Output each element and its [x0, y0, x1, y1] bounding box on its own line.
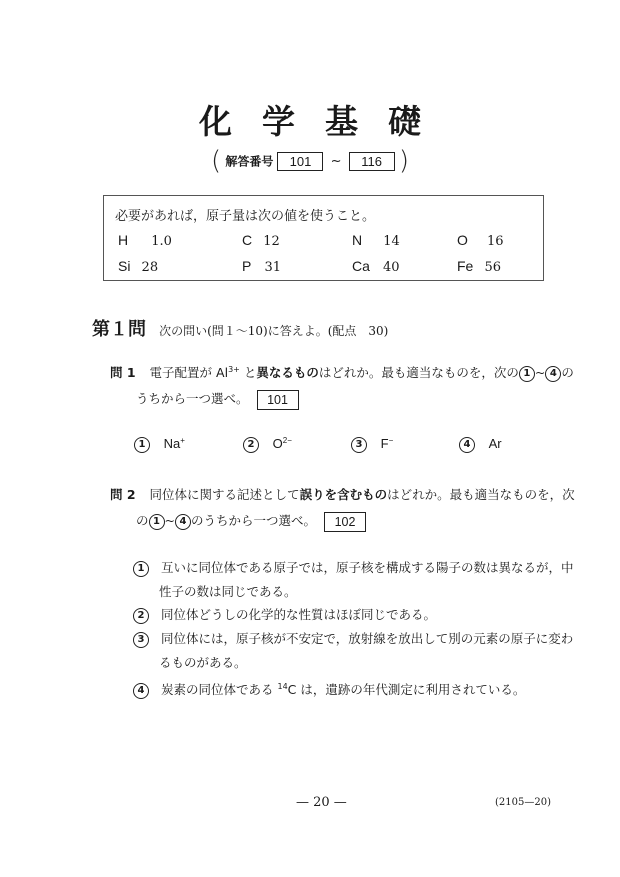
- choice-base: F: [380, 436, 389, 452]
- circled-3-icon: 3: [351, 437, 367, 453]
- question-2: [110, 482, 575, 534]
- element-symbol: H: [118, 232, 129, 248]
- choice-base: O: [272, 436, 283, 452]
- q1-ion: Al: [216, 365, 229, 381]
- statement-text: 炭素の同位体である: [161, 682, 278, 698]
- isotope-mass-number: 14: [277, 682, 288, 691]
- statement-text: 同位体どうしの化学的な性質はほぼ同じである。: [161, 607, 437, 622]
- element-symbol: N: [352, 232, 363, 248]
- q2-line2-a: の: [136, 513, 149, 528]
- element-mass: 56: [484, 260, 501, 275]
- q2-line2-b: のうちから一つ選べ。: [191, 513, 317, 528]
- statement-text: 互いに同位体である原子では，原子核を構成する陽子の数は異なるが，中: [161, 560, 574, 575]
- question-2-label: 問 2: [110, 487, 136, 502]
- q2-statement-4[interactable]: [133, 675, 553, 702]
- page-code: (2105—20): [495, 797, 551, 808]
- choice-charge: −: [388, 436, 394, 445]
- mass-ca: [352, 256, 400, 275]
- q1-text-d: の: [561, 365, 574, 381]
- q2-answer-box[interactable]: 102: [324, 512, 366, 532]
- circled-1-icon: 1: [133, 561, 149, 577]
- q1-line2: うちから一つ選べ。: [136, 391, 249, 407]
- open-paren: (: [211, 146, 222, 176]
- element-mass: 31: [264, 260, 281, 275]
- element-symbol: Si: [118, 258, 131, 274]
- choice-charge: +: [180, 436, 185, 445]
- mass-si: [118, 256, 158, 275]
- answer-range: [0, 146, 620, 176]
- q2-text-b: はどれか。最も適当なものを，次: [387, 487, 575, 502]
- page-title: 化学基礎: [199, 102, 451, 141]
- circled-1-icon: 1: [519, 366, 535, 382]
- mass-p: [242, 256, 281, 275]
- q2-tilde: ~: [164, 513, 175, 528]
- statement-text-cont: るものがある。: [159, 655, 247, 670]
- q1-tilde: ~: [534, 365, 546, 381]
- q2-statement-3[interactable]: [133, 627, 574, 675]
- q2-statement-2[interactable]: [133, 603, 553, 627]
- q1-choice-2[interactable]: [243, 436, 292, 453]
- answer-range-separator: ~: [330, 153, 342, 169]
- circled-1-icon: 1: [134, 437, 150, 453]
- answer-range-end: 116: [349, 152, 395, 171]
- choice-base: Ar: [488, 436, 502, 451]
- choice-charge: 2−: [282, 436, 292, 445]
- q1-text-a: 電子配置が: [149, 365, 217, 381]
- circled-3-icon: 3: [133, 632, 149, 648]
- close-paren: ): [398, 146, 409, 176]
- circled-2-icon: 2: [243, 437, 259, 453]
- element-symbol: Ca: [352, 258, 370, 274]
- circled-1-icon: 1: [149, 514, 165, 530]
- q1-choice-1[interactable]: [134, 436, 185, 453]
- q1-choice-4[interactable]: [459, 436, 502, 453]
- element-mass: 16: [486, 234, 504, 249]
- mass-c: [242, 230, 280, 249]
- isotope-element: C: [287, 682, 297, 698]
- q1-choice-3[interactable]: [351, 436, 393, 453]
- element-mass: 1.0: [151, 234, 172, 249]
- q2-text-a: 同位体に関する記述として: [149, 487, 300, 502]
- q1-answer-box[interactable]: 101: [257, 390, 299, 410]
- element-symbol: Fe: [457, 258, 474, 274]
- answer-range-label: 解答番号: [225, 154, 274, 169]
- section-number: 第１問: [92, 319, 146, 340]
- q2-statement-1[interactable]: [133, 556, 574, 604]
- circled-2-icon: 2: [133, 608, 149, 624]
- statement-text-cont: 性子の数は同じである。: [159, 584, 297, 599]
- page-number: — 20 —: [296, 795, 347, 810]
- circled-4-icon: 4: [133, 683, 149, 699]
- element-mass: 14: [383, 234, 400, 249]
- atomic-mass-note: 必要があれば，原子量は次の値を使うこと。: [115, 209, 376, 224]
- element-symbol: P: [242, 258, 252, 274]
- circled-4-icon: 4: [545, 366, 561, 382]
- q1-text-c: はどれか。最も適当なものを，次の: [318, 365, 519, 381]
- q2-emphasis: 誤りを含むもの: [299, 487, 388, 502]
- element-symbol: O: [457, 232, 468, 248]
- q1-ion-charge: 3+: [228, 365, 240, 374]
- mass-h: [118, 230, 172, 249]
- question-1-label: 問 1: [110, 365, 136, 381]
- circled-4-icon: 4: [175, 514, 191, 530]
- section-heading: [92, 315, 388, 341]
- q1-emphasis: 異なるもの: [256, 365, 319, 381]
- statement-text: 同位体には，原子核が不安定で，放射線を放出して別の元素の原子に変わ: [161, 631, 574, 646]
- mass-o: [457, 230, 504, 249]
- mass-fe: [457, 256, 501, 275]
- answer-range-start: 101: [277, 152, 323, 171]
- section-instruction: 次の問い(問１～10)に答えよ。(配点 30): [159, 324, 389, 338]
- element-mass: 12: [263, 234, 280, 249]
- element-symbol: C: [242, 232, 253, 248]
- statement-text-b: は，遺跡の年代測定に利用されている。: [296, 682, 526, 698]
- element-mass: 28: [141, 260, 159, 275]
- element-mass: 40: [383, 260, 400, 275]
- question-1: [110, 357, 574, 412]
- choice-base: Na: [163, 436, 181, 452]
- circled-4-icon: 4: [459, 437, 475, 453]
- mass-n: [352, 230, 400, 249]
- q1-text-b: と: [239, 365, 257, 381]
